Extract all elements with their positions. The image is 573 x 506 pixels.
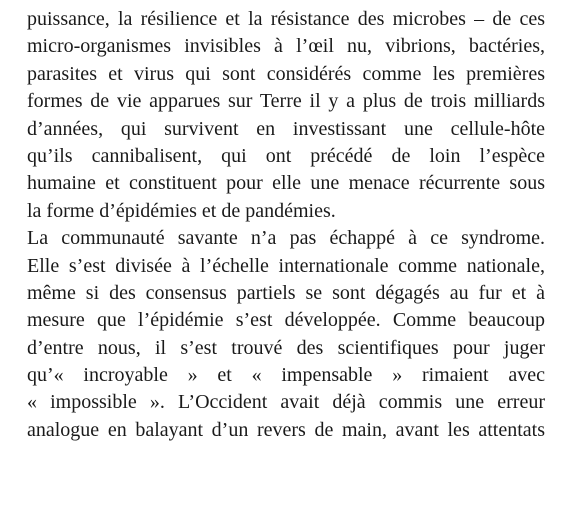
body-text — [27, 6, 545, 444]
text-line: Elle s’est divisée à l’échelle internationale comme nationale, — [27, 254, 545, 277]
text-line: analogue en balayant d’un revers de main, avant les attentats — [27, 418, 545, 441]
paragraph-1 — [27, 6, 545, 225]
text-line: « impossible ». L’Occident avait déjà commis une erreur — [27, 391, 545, 414]
paragraph-2 — [27, 225, 545, 444]
text-line: qu’ils cannibalisent, qui ont précédé de loin l’espèce — [27, 144, 545, 167]
text-line: qu’« incroyable » et « impensable » rimaient avec — [27, 364, 545, 387]
text-line: humaine et constituent pour elle une menace récurrente sous — [27, 172, 545, 195]
text-line: mesure que l’épidémie s’est développée. Comme beaucoup — [27, 309, 545, 332]
text-line: d’entre nous, il s’est trouvé des scientifiques pour juger — [27, 336, 545, 359]
text-line: puissance, la résilience et la résistance des microbes – de ces — [27, 8, 545, 30]
text-line: d’années, qui survivent en investissant une cellule-hôte — [27, 117, 545, 140]
text-line: même si des consensus partiels se sont dégagés au fur et à — [27, 281, 545, 304]
text-line: la forme d’épidémies et de pandémies. — [27, 199, 336, 222]
text-line: parasites et virus qui sont considérés comme les premières — [27, 62, 545, 85]
text-line: La communauté savante n’a pas échappé à ce syndrome. — [27, 227, 545, 250]
text-line: formes de vie apparues sur Terre il y a plus de trois milliards — [27, 90, 545, 113]
text-line: micro-organismes invisibles à l’œil nu, vibrions, bactéries, — [27, 35, 545, 58]
